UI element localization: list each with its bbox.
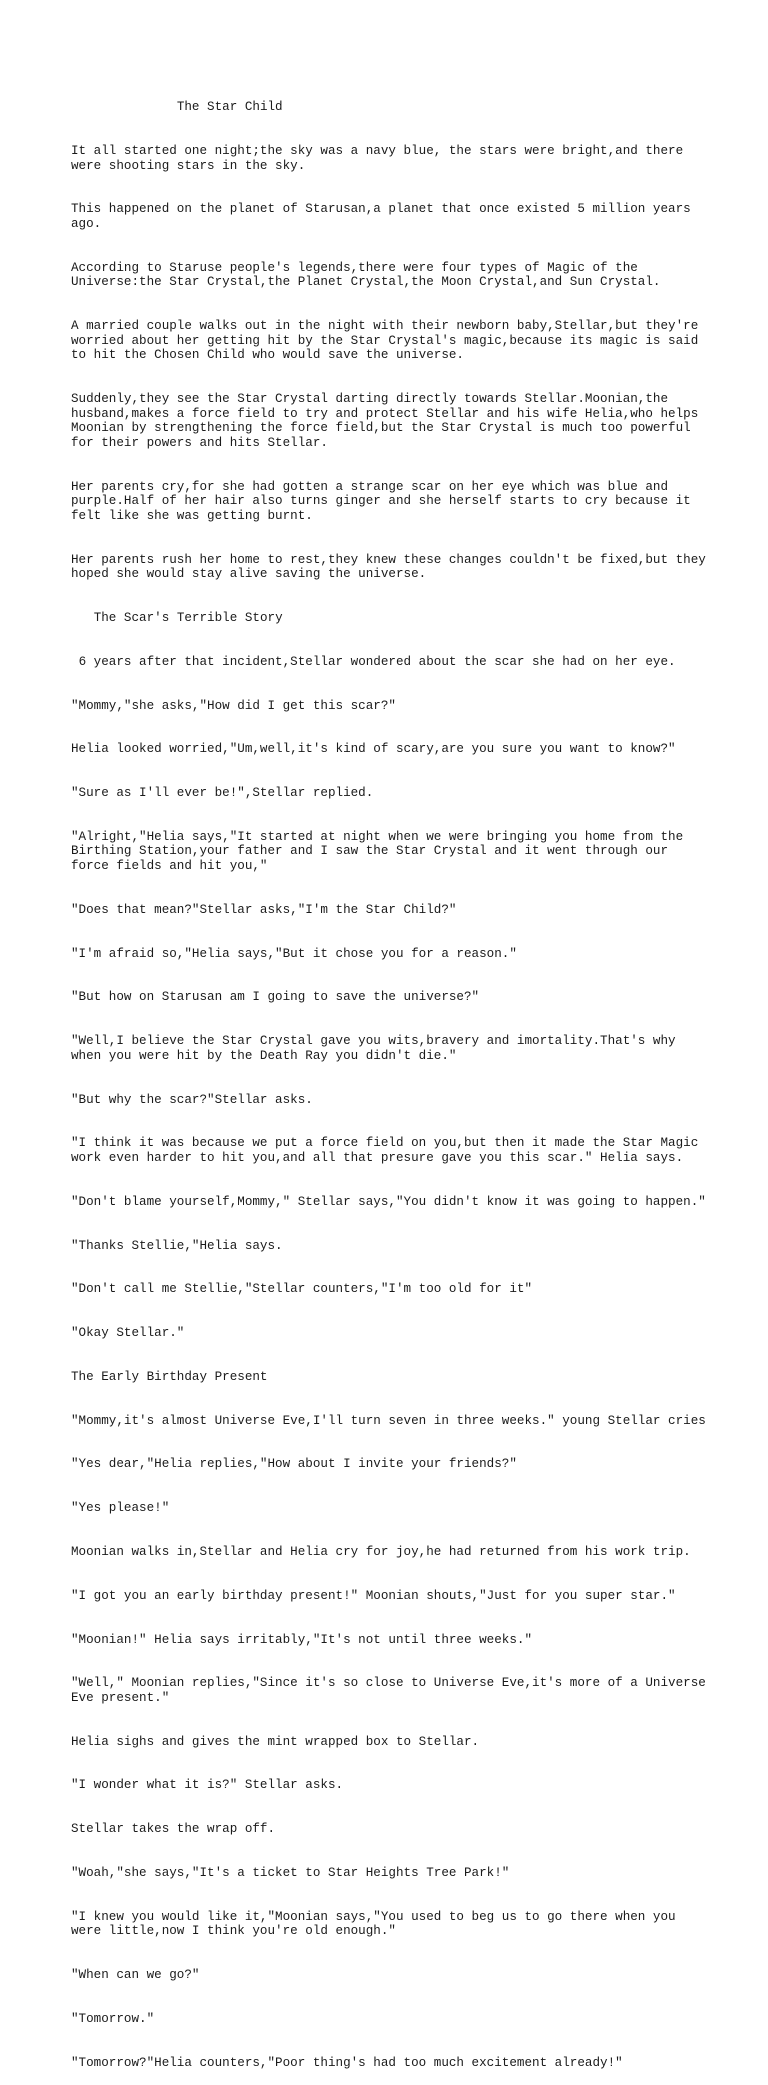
dialogue-line: Helia looked worried,"Um,well,it's kind of scary,are you sure you want to know?" — [71, 742, 676, 757]
dialogue-line: "Yes dear,"Helia replies,"How about I invite your friends?" — [71, 1457, 517, 1472]
paragraph: This happened on the planet of Starusan,a planet that once existed 5 million years ago. — [71, 202, 699, 231]
dialogue-line: "Sure as I'll ever be!",Stellar replied. — [71, 786, 374, 801]
dialogue-line: "Alright,"Helia says,"It started at night when we were bringing you home from the Birthing Station,your father and I saw the Star Crystal and it went through our force fields and hit you," — [71, 829, 691, 874]
document-page — [71, 71, 714, 2085]
paragraph: Her parents cry,for she had gotten a strange scar on her eye which was blue and purple.Half of her hair also turns ginger and she herself starts to cry because it felt like she was getting burnt. — [71, 479, 699, 523]
dialogue-line: "Don't blame yourself,Mommy," Stellar says,"You didn't know it was going to happen." — [71, 1194, 706, 1209]
dialogue-line: "Thanks Stellie,"Helia says. — [71, 1238, 283, 1253]
paragraph: Suddenly,they see the Star Crystal darting directly towards Stellar.Moonian,the husband,makes a force field to try and protect Stellar and his wife Helia,who helps Moonian by strengthening the force field,but the Star Crystal is much too powerful for their powers and hits Stellar. — [71, 392, 706, 450]
dialogue-line: "Well," Moonian replies,"Since it's so close to Universe Eve,it's more of a Universe Eve present." — [71, 1676, 714, 1705]
dialogue-line: "But why the scar?"Stellar asks. — [71, 1092, 313, 1107]
paragraph: A married couple walks out in the night with their newborn baby,Stellar,but they're worried about her getting hit by the Star Crystal's magic,because its magic is said to hit the Chosen Child who would save the universe. — [71, 319, 706, 363]
dialogue-line: "Tomorrow." — [71, 2011, 155, 2026]
dialogue-line: "I wonder what it is?" Stellar asks. — [71, 1778, 344, 1793]
dialogue-line: "Okay Stellar." — [71, 1326, 185, 1341]
dialogue-line: "Does that mean?"Stellar asks,"I'm the Star Child?" — [71, 902, 457, 917]
paragraph: It all started one night;the sky was a navy blue, the stars were bright,and there were shooting stars in the sky. — [71, 143, 691, 173]
dialogue-line: "Moonian!" Helia says irritably,"It's not until three weeks." — [71, 1632, 533, 1647]
dialogue-line: "When can we go?" — [71, 1968, 200, 1983]
dialogue-line: "I'm afraid so,"Helia says,"But it chose you for a reason." — [71, 946, 517, 961]
dialogue-line: "Mommy,"she asks,"How did I get this scar?" — [71, 698, 396, 713]
dialogue-line: "Yes please!" — [71, 1501, 170, 1516]
paragraph: Her parents rush her home to rest,they knew these changes couldn't be fixed,but they hoped she would stay alive saving the universe. — [71, 552, 714, 582]
dialogue-line: "I knew you would like it,"Moonian says,"You used to beg us to go there when you were little,now I think you're old enough." — [71, 1909, 684, 1939]
dialogue-line: "I got you an early birthday present!" Moonian shouts,"Just for you super star." — [71, 1588, 676, 1603]
story-title: The Star Child — [71, 100, 283, 115]
dialogue-line: "I think it was because we put a force field on you,but then it made the Star Magic work even harder to hit you,and all that presure gave you this scar." Helia says. — [71, 1136, 706, 1165]
paragraph: Moonian walks in,Stellar and Helia cry for joy,he had returned from his work trip. — [71, 1544, 691, 1559]
chapter-heading: The Early Birthday Present — [71, 1369, 268, 1384]
dialogue-line: "Well,I believe the Star Crystal gave you wits,bravery and imortality.That's why when you were hit by the Death Ray you didn't die." — [71, 1034, 684, 1063]
paragraph: According to Staruse people's legends,there were four types of Magic of the Universe:the Star Crystal,the Planet Crystal,the Moon Crystal,and Sun Crystal. — [71, 260, 661, 290]
paragraph: 6 years after that incident,Stellar wondered about the scar she had on her eye. — [71, 654, 676, 669]
paragraph: Stellar takes the wrap off. — [71, 1822, 276, 1837]
dialogue-line: "Mommy,it's almost Universe Eve,I'll turn seven in three weeks." young Stellar cries — [71, 1413, 706, 1428]
dialogue-line: "Woah,"she says,"It's a ticket to Star Heights Tree Park!" — [71, 1866, 510, 1881]
dialogue-line: "But how on Starusan am I going to save the universe?" — [71, 990, 480, 1005]
dialogue-line: "Tomorrow?"Helia counters,"Poor thing's had too much excitement already!" — [71, 2055, 623, 2070]
paragraph: Helia sighs and gives the mint wrapped box to Stellar. — [71, 1734, 480, 1749]
chapter-heading: The Scar's Terrible Story — [71, 610, 283, 625]
dialogue-line: "Don't call me Stellie,"Stellar counters,"I'm too old for it" — [71, 1282, 533, 1297]
